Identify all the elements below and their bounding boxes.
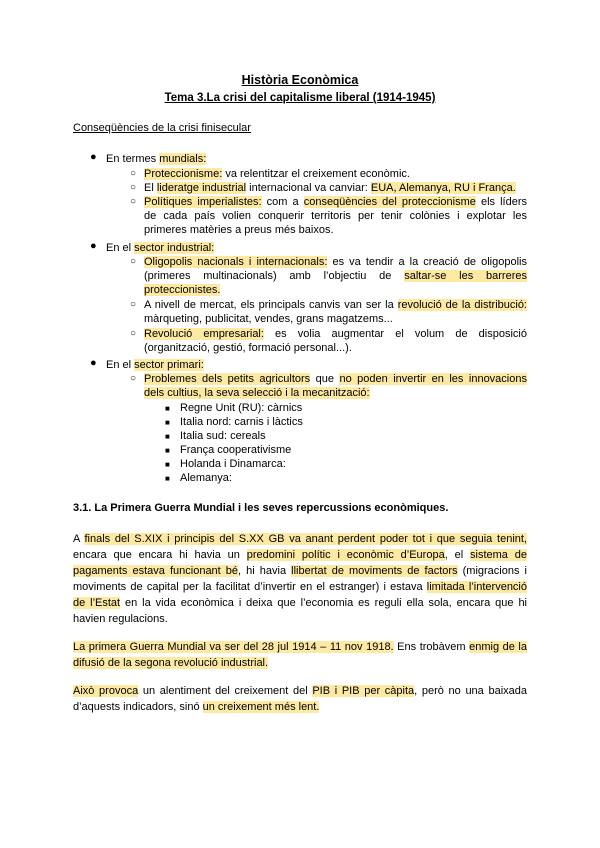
paragraph-line: encara que encara hi havia un predomini polític i econòmic d’Europa, el sistema de bbox=[73, 549, 527, 561]
list-item-oligopolis-line2: (primeres multinacionals) amb l’objectiu de saltar-se les barreres bbox=[144, 270, 527, 282]
square-bullet-icon: ■ bbox=[165, 432, 170, 441]
square-bullet-icon: ■ bbox=[165, 404, 170, 413]
document-title: Història Econòmica bbox=[241, 73, 359, 87]
paragraph-line: La primera Guerra Mundial va ser del 28 jul 1914 – 11 nov 1918. Ens trobàvem enmig de la bbox=[73, 641, 527, 653]
list-item-oligopolis: Oligopolis nacionals i internacionals: es va tendir a la creació de oligopolis bbox=[144, 256, 527, 268]
list-item-sector-primari: En el sector primari: bbox=[106, 359, 204, 371]
circle-bullet-icon: ○ bbox=[130, 299, 137, 310]
square-bullet-icon: ■ bbox=[165, 446, 170, 455]
bullet-icon: ● bbox=[90, 151, 97, 163]
list-item-oligopolis-line3: proteccionistes. bbox=[144, 284, 221, 296]
list-item-mundials: En termes mundials: bbox=[106, 153, 207, 165]
section-heading-consequences: Conseqüències de la crisi finisecular bbox=[73, 122, 251, 134]
list-item-mercat: A nivell de mercat, els principals canvis van ser la revolució de la distribució: bbox=[144, 299, 527, 311]
sub-list-item: Holanda i Dinamarca: bbox=[180, 458, 286, 470]
list-item-imperialistes: Polítiques imperialistes: com a conseqüències del proteccionisme els líders bbox=[144, 196, 527, 208]
paragraph-line: d’aquests indicadors, sinó un creixement més lent. bbox=[73, 701, 320, 713]
list-item-problemes-agricultors: Problemes dels petits agricultors que no poden invertir en les innovacions bbox=[144, 373, 527, 385]
paragraph-line: havien regulacions. bbox=[73, 613, 168, 625]
paragraph-line: Això provoca un alentiment del creixement del PIB i PIB per càpita, però no una baixada bbox=[73, 685, 527, 697]
circle-bullet-icon: ○ bbox=[130, 256, 137, 267]
document-subtitle: Tema 3.La crisi del capitalisme liberal (1914-1945) bbox=[164, 92, 436, 104]
list-item-imperialistes-line2: de cada país volien conquerir territoris per tenir colònies i explotar les bbox=[144, 210, 527, 222]
square-bullet-icon: ■ bbox=[165, 474, 170, 483]
sub-list-item: França cooperativisme bbox=[180, 444, 292, 456]
list-item-problemes-agricultors-line2: dels cultius, la seva selecció i la mecanització: bbox=[144, 387, 370, 399]
circle-bullet-icon: ○ bbox=[130, 328, 137, 339]
paragraph-line: moviments de capital per la facilitat d’invertir en el estranger) i estava limitada l’intervenció bbox=[73, 581, 527, 593]
list-item-proteccionisme: Proteccionisme: va relentitzar el creixement econòmic. bbox=[144, 168, 410, 180]
sub-list-item: Italia nord: carnis i làctics bbox=[180, 416, 303, 428]
circle-bullet-icon: ○ bbox=[130, 168, 137, 179]
sub-list-item: Regne Unit (RU): càrnics bbox=[180, 402, 303, 414]
list-item-revolucio-empresarial-line2: (organització, gestió, formació personal...). bbox=[144, 342, 352, 354]
circle-bullet-icon: ○ bbox=[130, 373, 137, 384]
section-heading-first-world-war: 3.1. La Primera Guerra Mundial i les seves repercussions econòmiques. bbox=[73, 502, 449, 514]
bullet-icon: ● bbox=[90, 240, 97, 252]
list-item-sector-industrial: En el sector industrial: bbox=[106, 242, 215, 254]
list-item-mercat-line2: màrqueting, publicitat, vendes, grans magatzems... bbox=[144, 313, 393, 325]
paragraph-line: difusió de la segona revolució industrial. bbox=[73, 657, 269, 669]
square-bullet-icon: ■ bbox=[165, 418, 170, 427]
list-item-imperialistes-line3: primeres matèries a preus més baixos. bbox=[144, 224, 334, 236]
sub-list-item: Alemanya: bbox=[180, 472, 232, 484]
bullet-icon: ● bbox=[90, 357, 97, 369]
square-bullet-icon: ■ bbox=[165, 460, 170, 469]
circle-bullet-icon: ○ bbox=[130, 196, 137, 207]
circle-bullet-icon: ○ bbox=[130, 182, 137, 193]
list-item-lideratge: El lideratge industrial internacional va canviar: EUA, Alemanya, RU i França. bbox=[144, 182, 516, 194]
sub-list-item: Italia sud: cereals bbox=[180, 430, 266, 442]
paragraph-line: pagaments estava funcionant bé, hi havia llibertat de moviments de factors (migracions i bbox=[73, 565, 527, 577]
list-item-revolucio-empresarial: Revolució empresarial: es volia augmentar el volum de disposició bbox=[144, 328, 527, 340]
paragraph-line: A finals del S.XIX i principis del S.XX GB va anant perdent poder tot i que seguia tenint, bbox=[73, 533, 527, 545]
paragraph-line: de l’Estat en la vida econòmica i deixa que l’economia es reguli ella sola, encara que hi bbox=[73, 597, 528, 609]
